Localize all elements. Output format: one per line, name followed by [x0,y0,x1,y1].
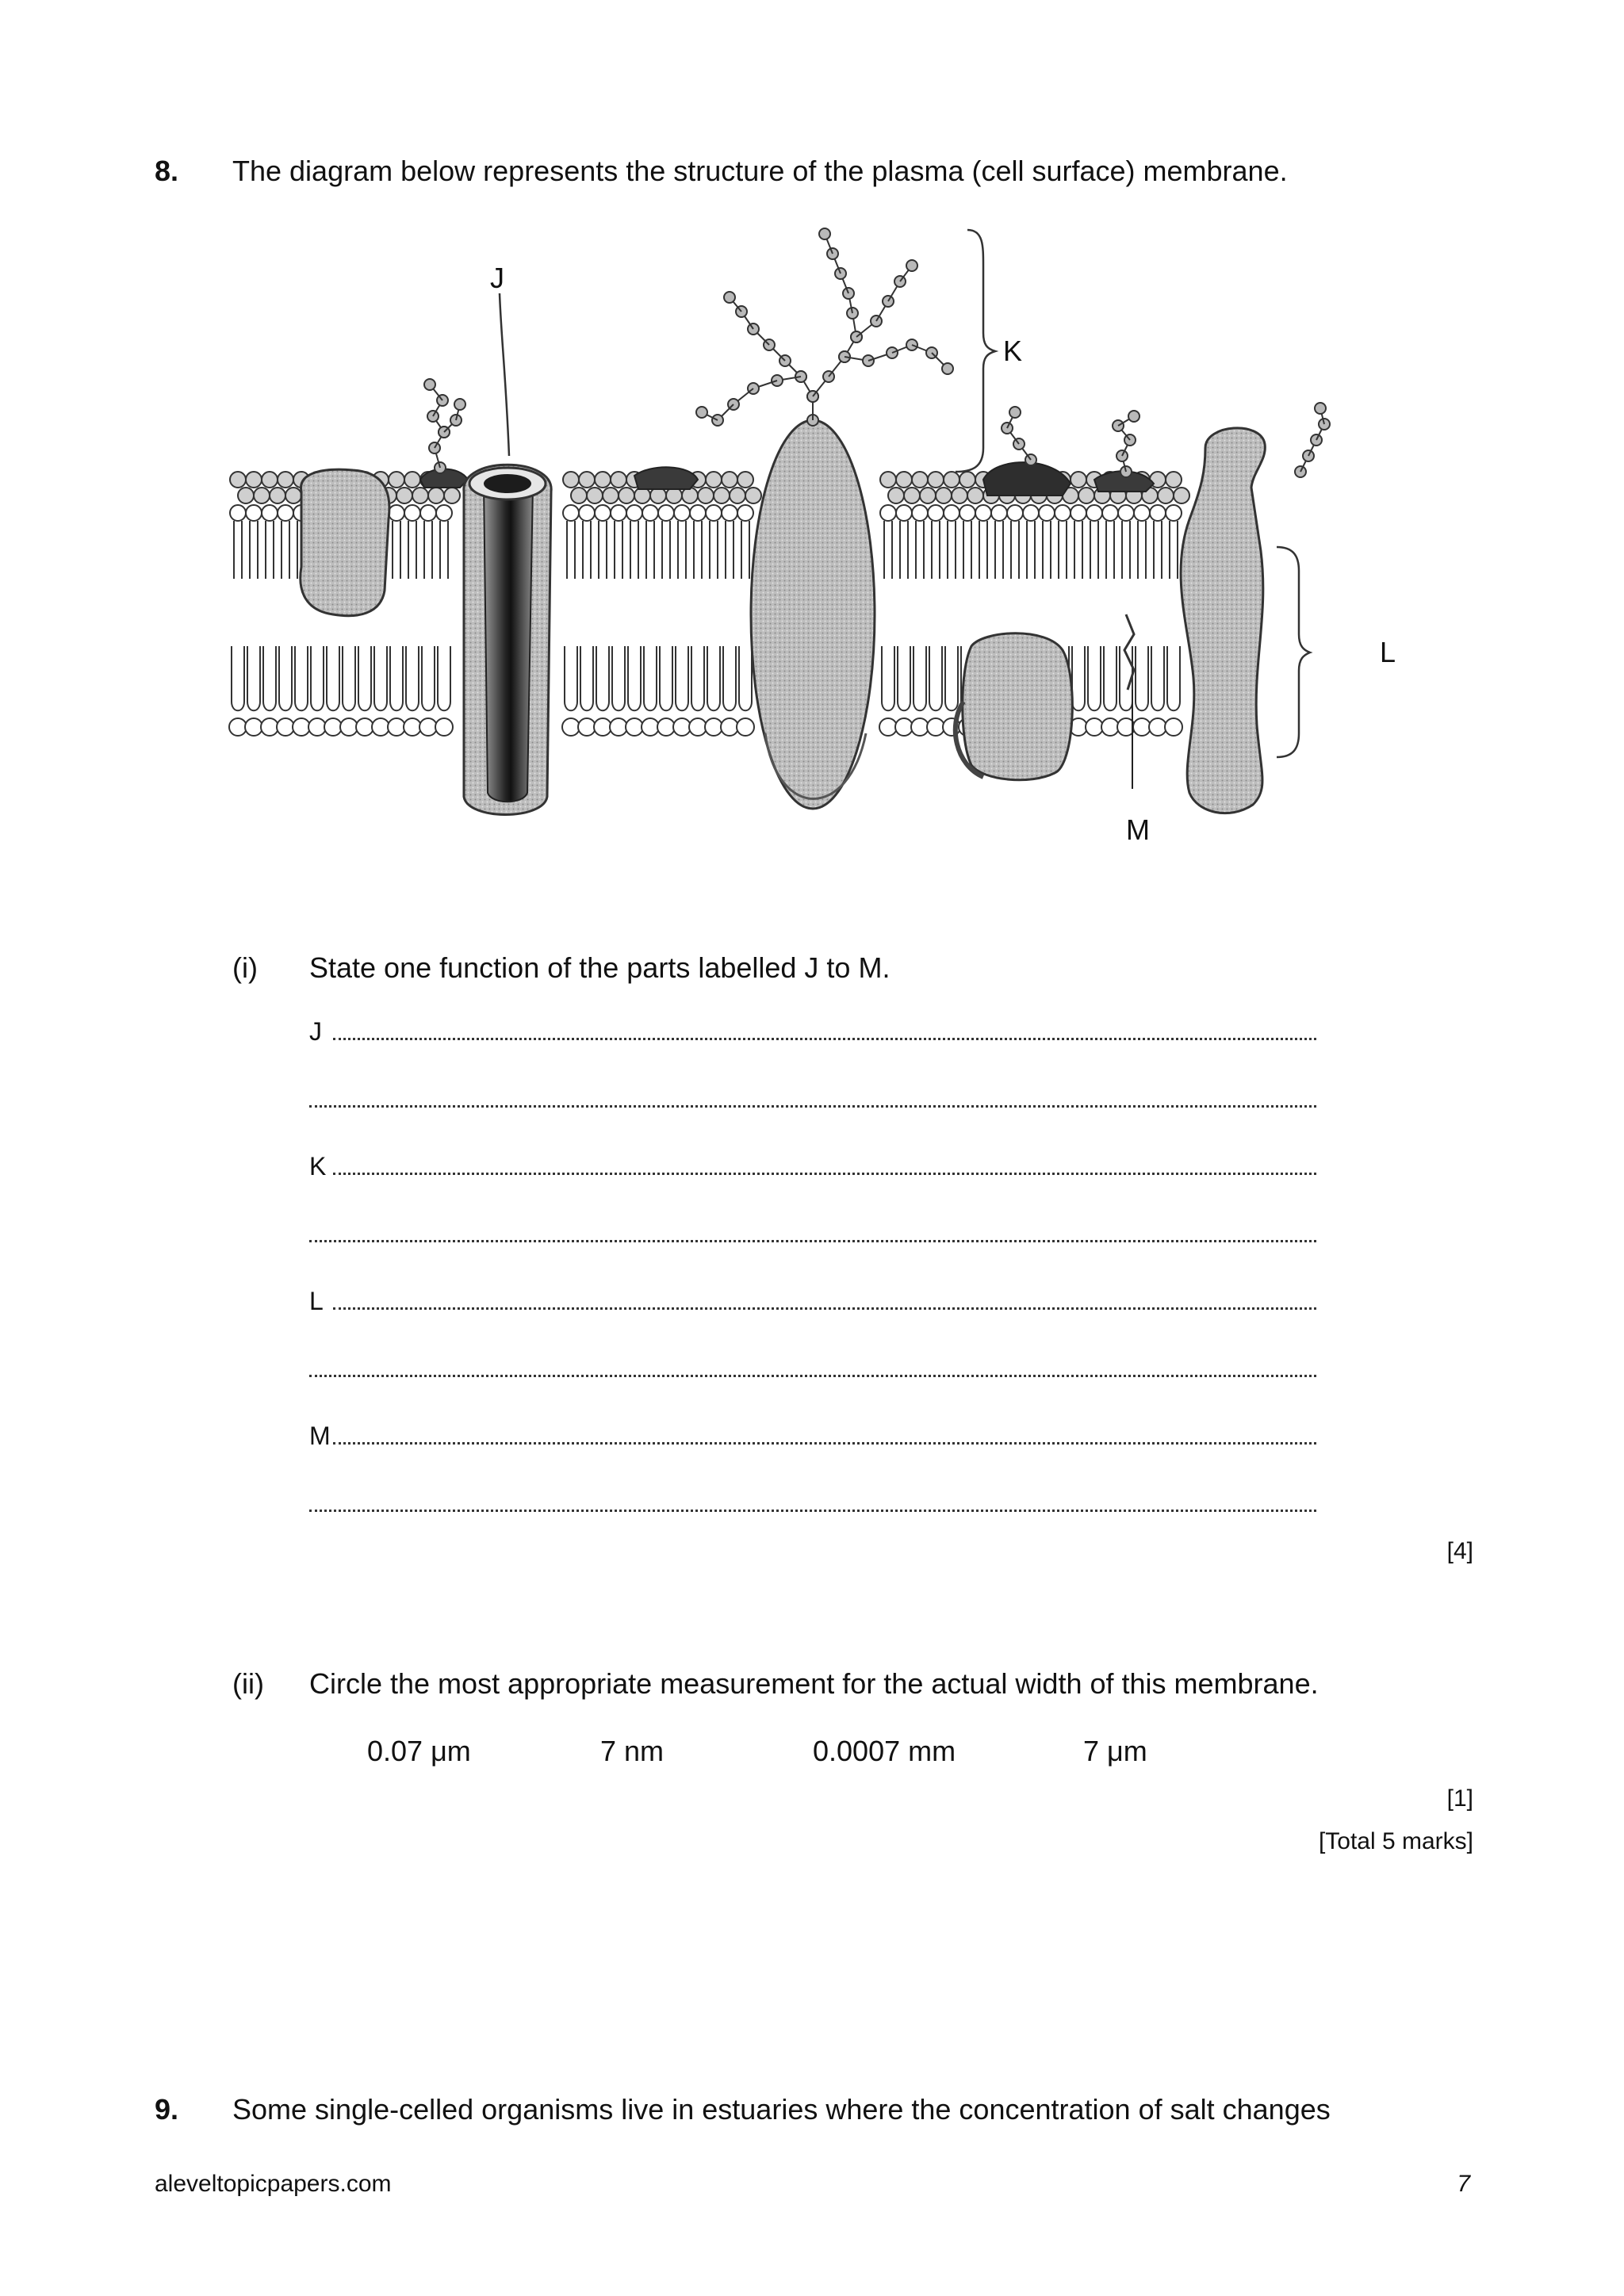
answer-line-label: K [309,1152,327,1181]
part-i-prompt: State one function of the parts labelled J to M. [309,951,891,984]
dotted-answer-rule [333,1307,1316,1310]
glycolipid-chains [424,228,1330,477]
channel-protein-j [464,465,551,814]
answer-line[interactable] [309,1085,1316,1116]
part-ii-prompt: Circle the most appropriate measurement for the actual width of this membrane. [309,1667,1319,1700]
embedded-protein-left [301,469,389,615]
dotted-answer-rule [333,1038,1316,1040]
answer-line-label: J [309,1017,322,1046]
answer-line[interactable] [309,1017,1316,1049]
option-7-nanometre[interactable]: 7 nm [600,1735,665,1767]
answer-line-label: M [309,1422,331,1450]
answer-line[interactable] [309,1354,1316,1386]
answer-line[interactable] [309,1219,1316,1251]
part-ii-roman: (ii) [232,1667,264,1700]
bracket-k [956,230,995,472]
footer-site: aleveltopicpapers.com [155,2171,392,2197]
bracket-l [1277,547,1310,757]
part-i-roman: (i) [232,951,258,984]
dotted-answer-rule [309,1375,1316,1377]
answer-line[interactable] [309,1152,1316,1184]
cholesterol-m [1124,614,1134,789]
part-i-marks: [4] [1446,1538,1473,1564]
option-0-07-micrometre[interactable]: 0.07 μm [367,1735,471,1767]
leader-line-j [500,293,509,456]
answer-line[interactable] [309,1422,1316,1453]
option-0-0007-millimetre[interactable]: 0.0007 mm [813,1735,956,1767]
answer-line[interactable] [309,1489,1316,1521]
dotted-answer-rule [309,1105,1316,1108]
diagram-label-k: K [1003,335,1023,367]
footer-page-number: 7 [1457,2171,1470,2197]
diagram-label-m: M [1126,813,1150,846]
plasma-membrane-diagram [222,218,1411,860]
protein-cap-right [983,462,1071,496]
answer-line[interactable] [309,1287,1316,1318]
part-ii-marks: [1] [1446,1785,1473,1812]
dotted-answer-rule [309,1240,1316,1242]
glycoprotein-large [751,420,875,809]
option-7-micrometre[interactable]: 7 μm [1083,1735,1147,1767]
total-marks: [Total 5 marks] [1318,1828,1473,1854]
protein-cap-middle [634,467,698,489]
question-8-number: 8. [155,155,179,187]
diagram-label-j: J [490,262,504,294]
peripheral-protein-inner [963,633,1073,780]
question-9-number: 9. [155,2093,179,2126]
dotted-answer-rule [333,1442,1316,1445]
answer-line-label: L [309,1287,324,1315]
transmembrane-protein-right [1181,428,1265,813]
diagram-label-l: L [1380,636,1396,668]
question-9-stem: Some single-celled organisms live in estuaries where the concentration of salt changes [232,2093,1331,2126]
dotted-answer-rule [333,1173,1316,1175]
dotted-answer-rule [309,1510,1316,1512]
question-8-stem: The diagram below represents the structure of the plasma (cell surface) membrane. [232,155,1288,187]
